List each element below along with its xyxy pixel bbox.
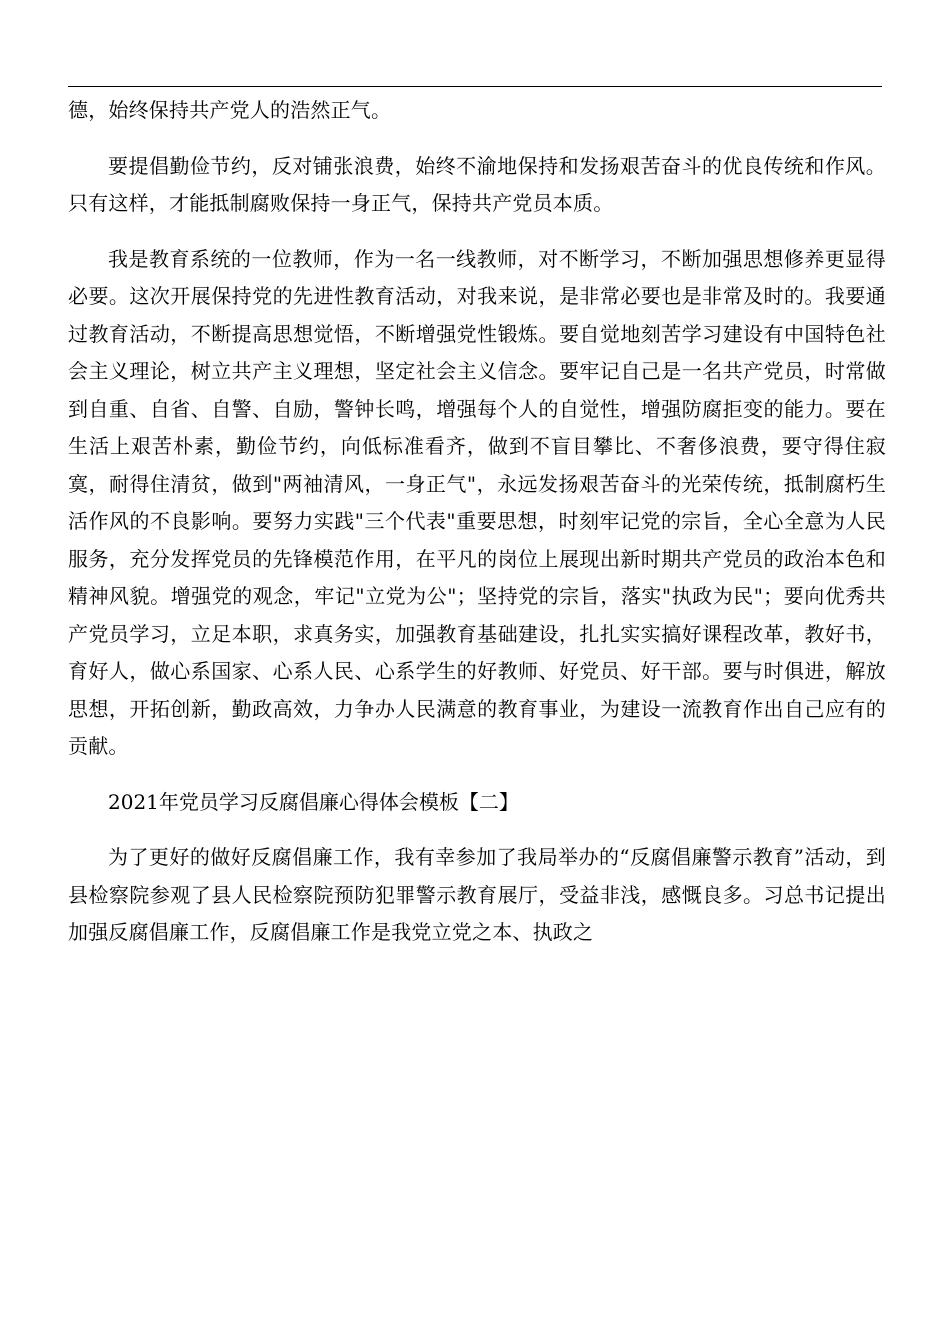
document-body: [68, 92, 886, 970]
paragraph-warning-education: 为了更好的做好反腐倡廉工作，我有幸参加了我局举办的“反腐倡廉警示教育”活动，到县检察院参观了县人民检察院预防犯罪警示教育展厅，受益非浅，感慨良多。习总书记提出加强反腐倡廉工作，反腐倡廉工作是我党立党之本、执政之: [68, 845, 886, 944]
paragraph-teacher-reflection: 我是教育系统的一位教师，作为一名一线教师，对不断学习，不断加强思想修养更显得必要。这次开展保持党的先进性教育活动，对我来说，是非常必要也是非常及时的。我要通过教育活动，不断提高思想觉悟，不断增强党性锻炼。要自觉地刻苦学习建设有中国特色社会主义理论，树立共产主义理想，坚定社会主义信念。要牢记自己是一名共产党员，时常做到自重、自省、自警、自励，警钟长鸣，增强每个人的自觉性，增强防腐拒变的能力。要在生活上艰苦朴素，勤俭节约，向低标准看齐，做到不盲目攀比、不奢侈浪费，要守得住寂寞，耐得住清贫，做到"两袖清风，一身正气"，永远发扬艰苦奋斗的光荣传统，抵制腐朽生活作风的不良影响。要努力实践"三个代表"重要思想，时刻牢记党的宗旨，全心全意为人民服务，充分发挥党员的先锋模范作用，在平凡的岗位上展现出新时期共产党员的政治本色和精神风貌。增强党的观念，牢记"立党为公"；坚持党的宗旨，落实"执政为民"；要向优秀共产党员学习，立足本职，求真务实，加强教育基础建设，扎扎实实搞好课程改革，教好书，育好人，做心系国家、心系人民、心系学生的好教师、好党员、好干部。要与时俱进，解放思想，开拓创新，勤政高效，力争办人民满意的教育事业，为建设一流教育作出自己应有的贡献。: [68, 246, 886, 758]
header-rule: [68, 86, 882, 87]
paragraph-continuation: 德，始终保持共产党人的浩然正气。: [68, 98, 392, 122]
document-page: [68, 0, 888, 1344]
section-heading: 2021年党员学习反腐倡廉心得体会模板【二】: [108, 789, 519, 814]
paragraph-frugality: 要提倡勤俭节约，反对铺张浪费，始终不渝地保持和发扬艰苦奋斗的优良传统和作风。只有这样，才能抵制腐败保持一身正气，保持共产党员本质。: [68, 153, 886, 215]
